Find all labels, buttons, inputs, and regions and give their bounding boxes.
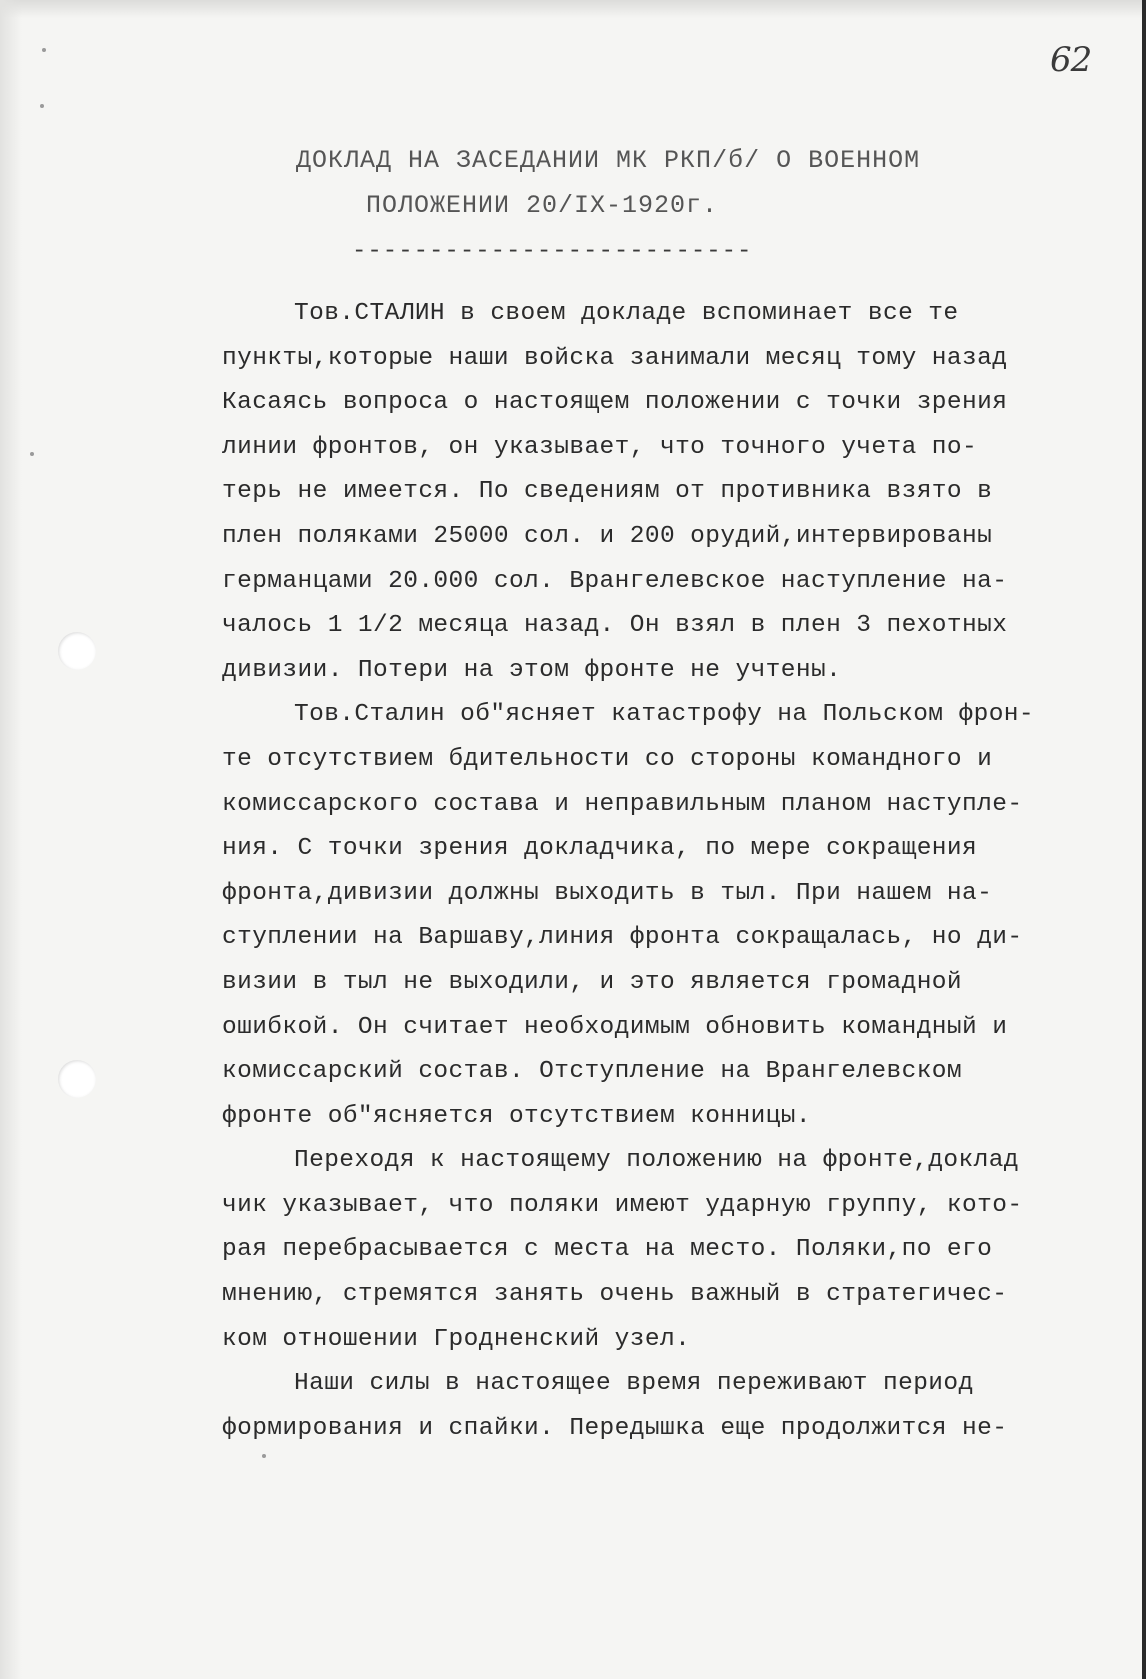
text-line: чалось 1 1/2 месяца назад. Он взял в плен 3 пехотных — [222, 612, 1008, 640]
text-line: комиссарский состав. Отступление на Врангелевском — [222, 1058, 963, 1086]
text-line: ступлении на Варшаву,линия фронта сокращалась, но ди- — [222, 924, 1023, 952]
paper-edge-left — [0, 0, 22, 1679]
text-line: формирования и спайки. Передышка еще продолжится не- — [222, 1414, 1008, 1442]
paper-speck — [42, 48, 46, 52]
text-line: Тов.СТАЛИН в своем докладе вспоминает все те — [294, 300, 959, 327]
text-line: терь не имеется. По сведениям от противника взято в — [222, 478, 993, 506]
text-line: фронта,дивизии должны выходить в тыл. При нашем на- — [222, 879, 993, 907]
text-line: пункты,которые наши войска занимали месяц тому назад — [222, 344, 1008, 372]
text-line: Переходя к настоящему положению на фронте,доклад — [294, 1147, 1019, 1175]
text-line: рая перебрасывается с места на место. Поляки,по его — [222, 1236, 993, 1264]
document-body — [222, 292, 1122, 1451]
paper-edge-top — [0, 0, 1142, 18]
text-line: Касаясь вопроса о настоящем положении с точки зрения — [222, 389, 1008, 417]
document-title-line-1: ДОКЛАД НА ЗАСЕДАНИИ МК РКП/б/ О ВОЕННОМ — [296, 146, 921, 175]
text-line: комиссарского состава и неправильным планом наступле- — [222, 790, 1023, 818]
paper-speck — [30, 452, 34, 456]
page-number: 62 — [1050, 40, 1092, 80]
text-line: ошибкой. Он считает необходимым обновить командный и — [222, 1013, 1008, 1041]
paper-speck — [40, 104, 44, 108]
text-line: германцами 20.000 сол. Врангелевское наступление на- — [222, 567, 1008, 595]
text-line: ния. С точки зрения докладчика, по мере сокращения — [222, 835, 978, 863]
title-divider: -------------------------- — [352, 238, 753, 265]
text-line: фронте об"ясняется отсутствием конницы. — [222, 1102, 811, 1130]
text-line: дивизии. Потери на этом фронте не учтены. — [222, 656, 842, 684]
text-line: Наши силы в настоящее время переживают период — [294, 1370, 974, 1398]
text-line: мнению, стремятся занять очень важный в стратегичес- — [222, 1281, 1008, 1309]
text-line: Тов.Сталин об"ясняет катастрофу на Польском фрон- — [294, 701, 1035, 729]
paper-speck — [262, 1454, 266, 1458]
text-line: линии фронтов, он указывает, что точного учета по- — [222, 433, 978, 461]
text-line: чик указывает, что поляки имеют ударную группу, кото- — [222, 1191, 1023, 1219]
punch-hole — [58, 1060, 96, 1098]
punch-hole — [58, 632, 96, 670]
text-line: визии в тыл не выходили, и это является громадной — [222, 968, 963, 996]
text-line: те отсутствием бдительности со стороны командного и — [222, 745, 993, 773]
text-line: ком отношении Гродненский узел. — [222, 1325, 691, 1353]
document-title-line-2: ПОЛОЖЕНИИ 20/IX-1920г. — [366, 191, 719, 220]
text-line: плен поляками 25000 сол. и 200 орудий,интервированы — [222, 522, 993, 550]
